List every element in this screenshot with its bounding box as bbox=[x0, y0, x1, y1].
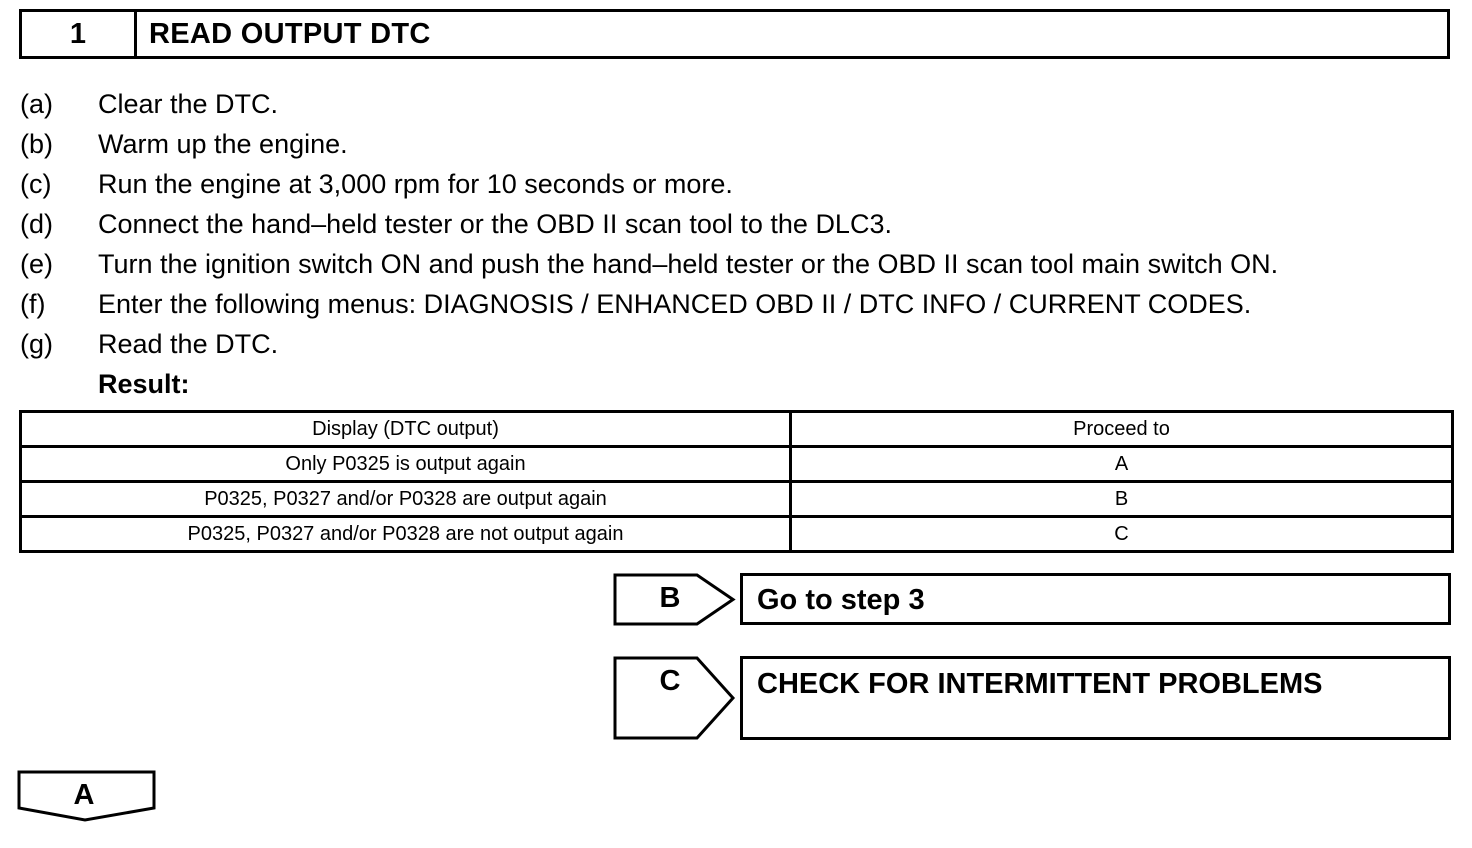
table-row bbox=[21, 482, 1453, 517]
table-cell-display: P0325, P0327 and/or P0328 are output again bbox=[21, 482, 791, 517]
instruction-text: Enter the following menus: DIAGNOSIS / ENHANCED OBD II / DTC INFO / CURRENT CODES. bbox=[98, 289, 1252, 319]
result-table bbox=[19, 410, 1454, 553]
instruction-list bbox=[20, 84, 1460, 404]
instruction-marker: (d) bbox=[20, 209, 53, 239]
instruction-marker: (g) bbox=[20, 329, 53, 359]
instruction-item bbox=[20, 204, 1460, 244]
branch-a-letter[interactable]: A bbox=[73, 779, 95, 811]
instruction-marker: (e) bbox=[20, 249, 53, 279]
instruction-text: Warm up the engine. bbox=[98, 129, 348, 159]
result-label: Result: bbox=[98, 369, 190, 399]
instruction-item bbox=[20, 324, 1460, 364]
branch-b-letter: B bbox=[659, 582, 681, 614]
branch-c-letter: C bbox=[659, 665, 681, 697]
table-header-row bbox=[21, 412, 1453, 447]
table-row bbox=[21, 447, 1453, 482]
instruction-marker: (a) bbox=[20, 89, 53, 119]
table-row bbox=[21, 517, 1453, 552]
branch-b-target[interactable]: Go to step 3 bbox=[740, 573, 1451, 625]
table-cell-proceed: B bbox=[791, 482, 1453, 517]
instruction-marker: (c) bbox=[20, 169, 52, 199]
instruction-item bbox=[20, 84, 1460, 124]
table-cell-proceed: A bbox=[791, 447, 1453, 482]
instruction-marker: (b) bbox=[20, 129, 53, 159]
instruction-item bbox=[20, 244, 1460, 284]
instruction-item bbox=[20, 124, 1460, 164]
instruction-text: Turn the ignition switch ON and push the hand–held tester or the OBD II scan tool main switch ON. bbox=[98, 249, 1279, 279]
step-title: READ OUTPUT DTC bbox=[149, 17, 431, 50]
branch-c-target[interactable]: CHECK FOR INTERMITTENT PROBLEMS bbox=[740, 656, 1451, 740]
table-cell-display: P0325, P0327 and/or P0328 are not output again bbox=[21, 517, 791, 552]
step-header bbox=[19, 9, 1450, 59]
table-cell-proceed: C bbox=[791, 517, 1453, 552]
instruction-text: Read the DTC. bbox=[98, 329, 279, 359]
column-header-display: Display (DTC output) bbox=[21, 412, 791, 447]
step-number: 1 bbox=[22, 12, 137, 56]
instruction-item bbox=[20, 164, 1460, 204]
instruction-text: Clear the DTC. bbox=[98, 89, 279, 119]
instruction-text: Connect the hand–held tester or the OBD II scan tool to the DLC3. bbox=[98, 209, 892, 239]
instruction-text: Run the engine at 3,000 rpm for 10 seconds or more. bbox=[98, 169, 733, 199]
instruction-item bbox=[20, 284, 1460, 324]
column-header-proceed: Proceed to bbox=[791, 412, 1453, 447]
table-cell-display: Only P0325 is output again bbox=[21, 447, 791, 482]
instruction-marker: (f) bbox=[20, 289, 46, 319]
